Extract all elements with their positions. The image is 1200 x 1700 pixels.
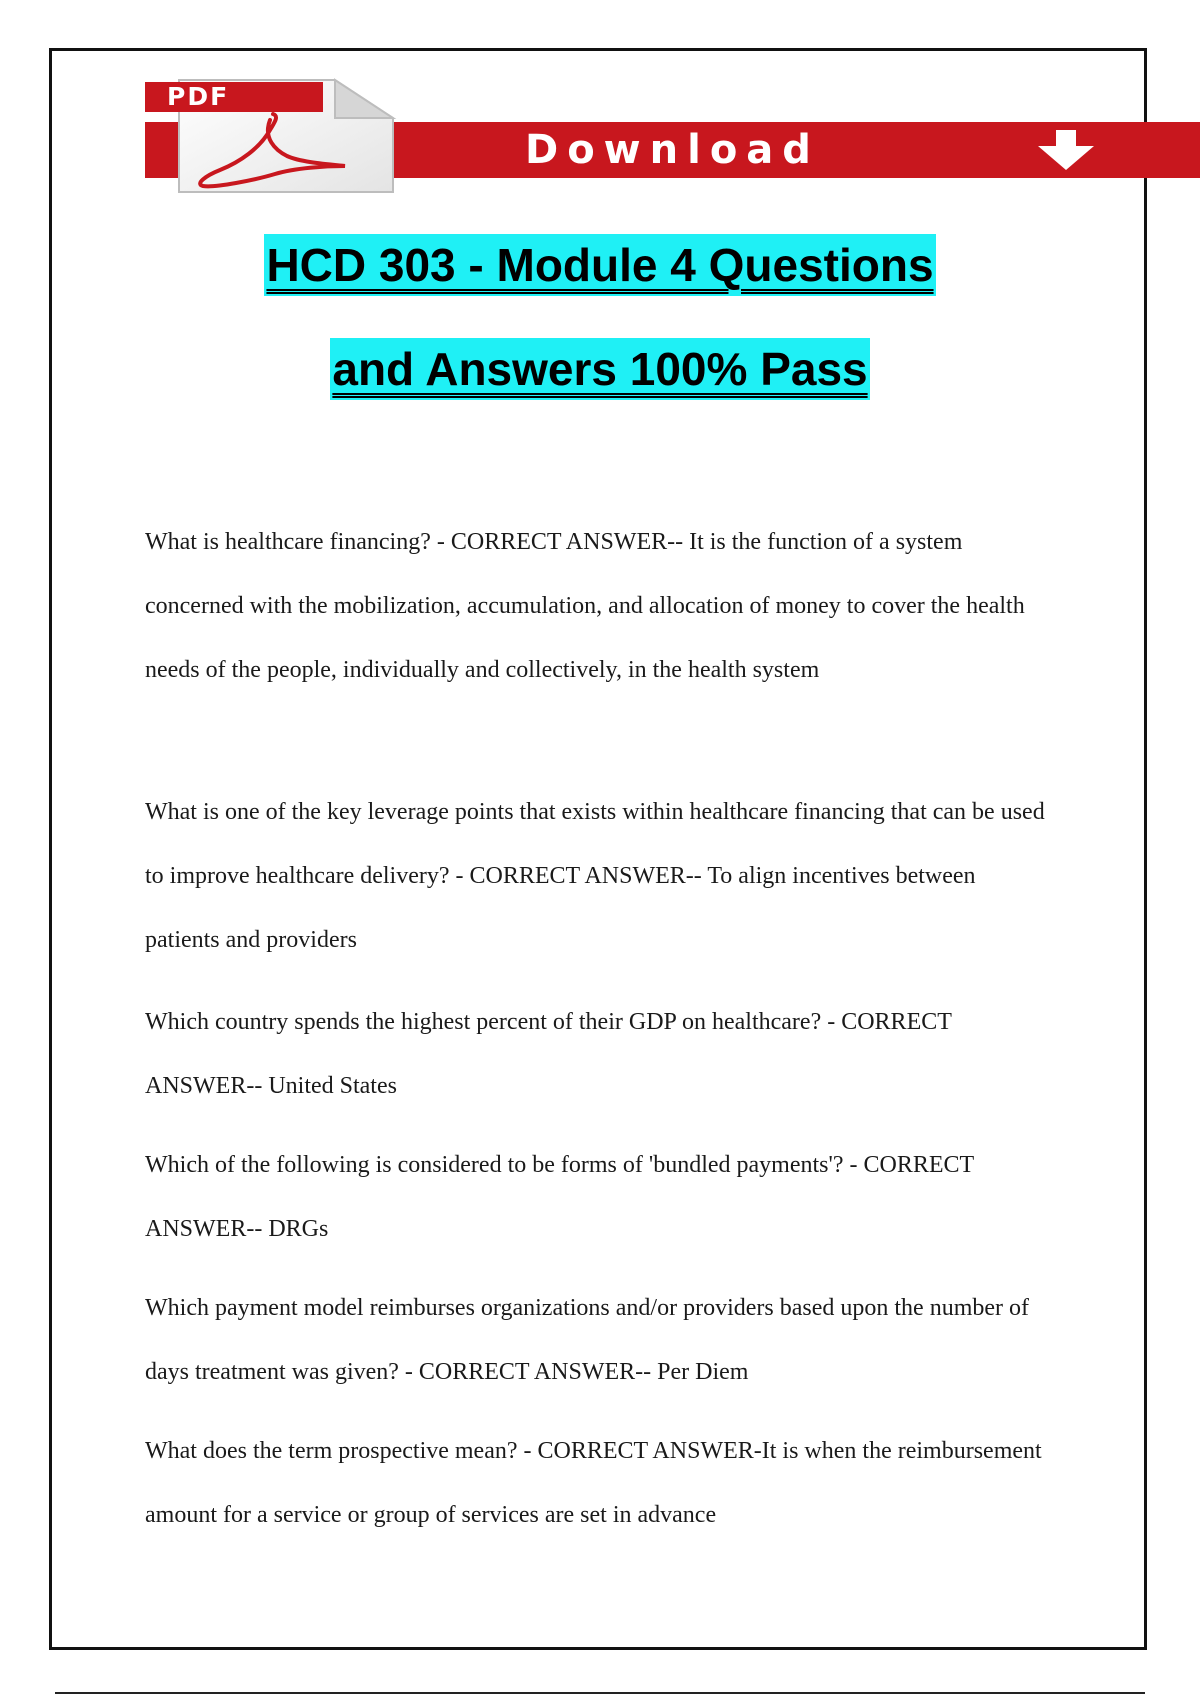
qa-item: What is one of the key leverage points that exists within healthcare financing that can be used to improve healthcare delivery? - CORRECT ANSWER-- To align incentives between patients and providers	[145, 799, 1045, 953]
download-label[interactable]: Download	[525, 127, 820, 173]
bottom-divider	[55, 1692, 1145, 1694]
qa-item: What does the term prospective mean? - CORRECT ANSWER-It is when the reimbursement amount for a service or group of services are set in advance	[145, 1438, 1042, 1528]
page-title-text-2: and Answers 100% Pass	[330, 338, 869, 400]
page-title-line-1	[0, 234, 1200, 296]
download-arrow-icon[interactable]	[1030, 128, 1102, 172]
pdf-badge: PDF	[145, 82, 323, 112]
page-title-line-2	[0, 338, 1200, 400]
qa-item: What is healthcare financing? - CORRECT ANSWER-- It is the function of a system concerned with the mobilization, accumulation, and allocation of money to cover the health needs of the people, individually and collectively, in the health system	[145, 529, 1025, 683]
page-title-text-1: HCD 303 - Module 4 Questions	[264, 234, 935, 296]
qa-item: Which of the following is considered to be forms of 'bundled payments'? - CORRECT ANSWER-- DRGs	[145, 1152, 974, 1242]
qa-item: Which payment model reimburses organizations and/or providers based upon the number of days treatment was given? - CORRECT ANSWER-- Per Diem	[145, 1295, 1029, 1385]
qa-item: Which country spends the highest percent of their GDP on healthcare? - CORRECT ANSWER-- United States	[145, 1009, 952, 1099]
